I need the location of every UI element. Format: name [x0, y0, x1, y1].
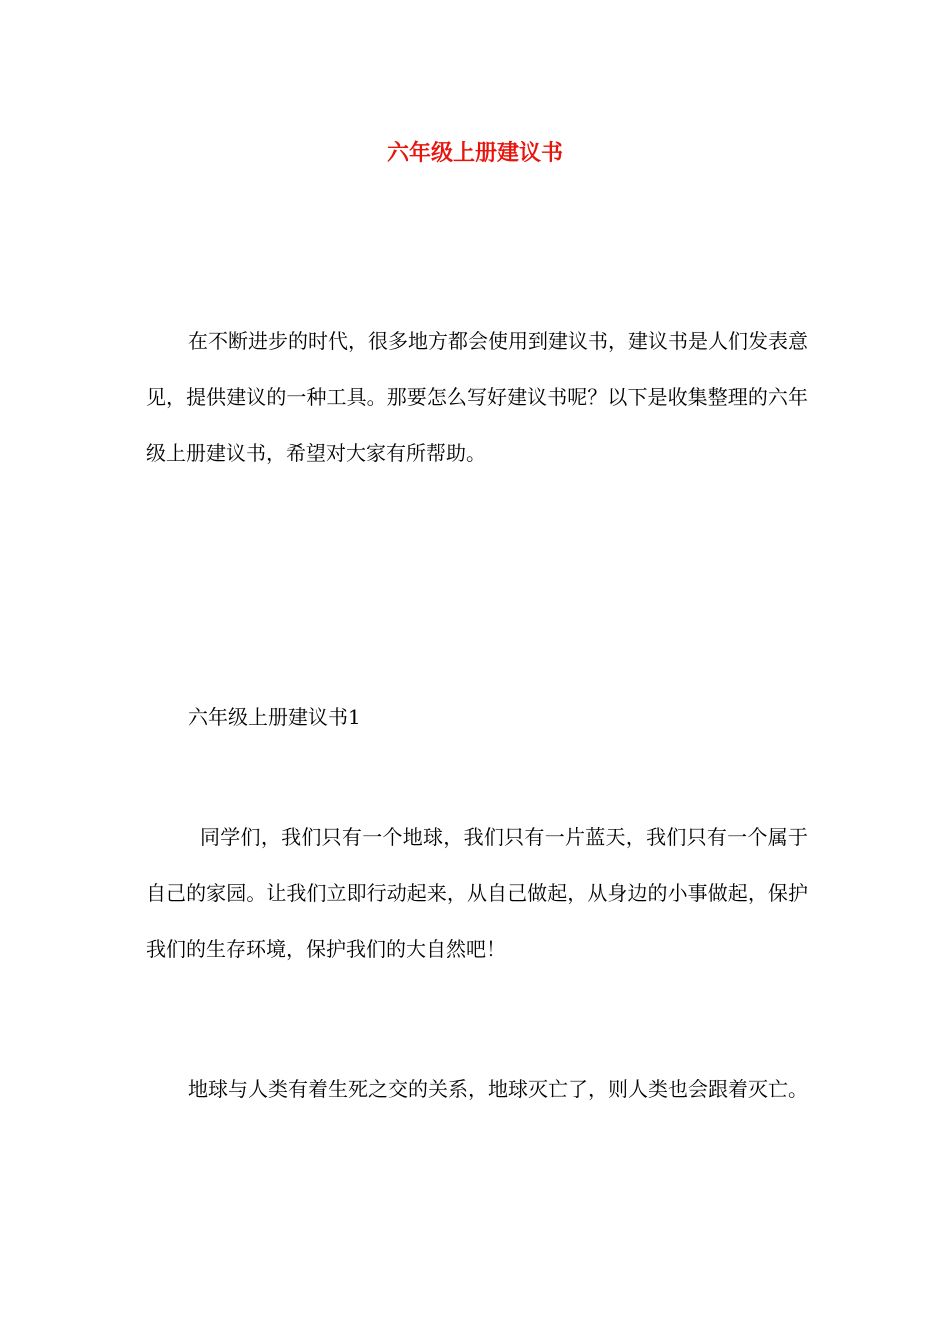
section-heading: 六年级上册建议书1 — [188, 705, 361, 729]
body-paragraph-2: 地球与人类有着生死之交的关系，地球灭亡了，则人类也会跟着灭亡。 — [188, 1077, 808, 1101]
document-title: 六年级上册建议书 — [386, 140, 563, 166]
body-paragraph-1: 同学们，我们只有一个地球，我们只有一片蓝天，我们只有一个属于自己的家园。让我们立即行动起来，从自己做起，从身边的小事做起，保护我们的生存环境，保护我们的大自然吧！ — [146, 825, 808, 961]
intro-paragraph: 在不断进步的时代，很多地方都会使用到建议书，建议书是人们发表意见，提供建议的一种工具。那要怎么写好建议书呢？以下是收集整理的六年级上册建议书，希望对大家有所帮助。 — [146, 329, 808, 465]
